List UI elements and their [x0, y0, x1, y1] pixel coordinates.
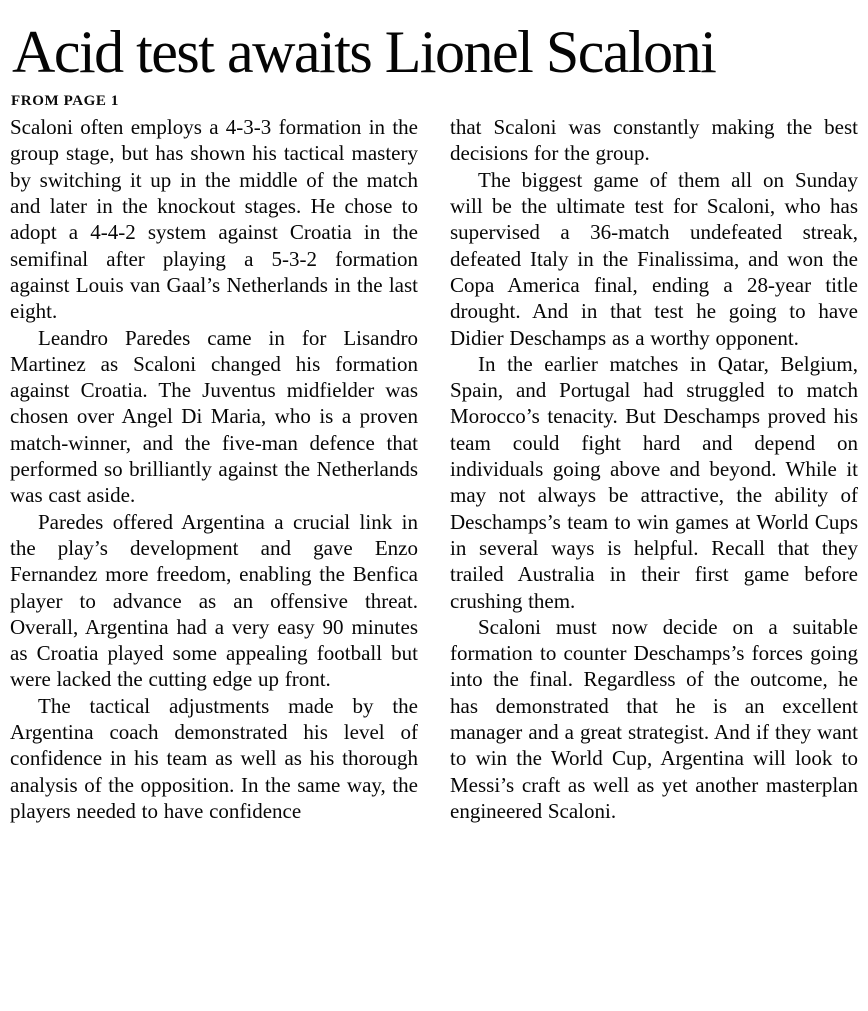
paragraph: The tactical adjustments made by the Argentina coach demonstrated his level of confidence in his team as well as his thorough analysis of the opposition. In the same way, the players needed to have confidence	[10, 693, 418, 823]
paragraph: In the earlier matches in Qatar, Belgium, Spain, and Portugal had struggled to match Morocco’s tenacity. But Deschamps proved his team could fight hard and depend on individuals going above and beyond. While it may not always be attractive, the ability of Deschamps’s team to win games at World Cups in several ways is helpful. Recall that they trailed Australia in their first game before crushing them.	[450, 351, 858, 613]
paragraph: The biggest game of them all on Sunday will be the ultimate test for Scaloni, who has supervised a 36-match undefeated streak, defeated Italy in the Finalissima, and won the Copa America final, ending a 28-year title drought. And in that test he going to have Didier Deschamps as a worthy opponent.	[450, 167, 858, 350]
paragraph: Paredes offered Argentina a crucial link in the play’s development and gave Enzo Fernandez more freedom, enabling the Benfica player to advance as an offensive threat. Overall, Argentina had a very easy 90 minutes as Croatia played some appealing football but were lacked the cutting edge up front.	[10, 509, 418, 692]
article-columns	[10, 114, 858, 824]
article-headline: Acid test awaits Lionel Scaloni	[12, 19, 716, 85]
paragraph: Scaloni often employs a 4-3-3 formation in the group stage, but has shown his tactical mastery by switching it up in the middle of the match and later in the knockout stages. He chose to adopt a 4-4-2 system against Croatia in the semifinal after playing a 5-3-2 formation against Louis van Gaal’s Netherlands in the last eight.	[10, 115, 418, 324]
column-right	[450, 114, 858, 824]
column-left	[10, 114, 418, 824]
paragraph: Leandro Paredes came in for Lisandro Martinez as Scaloni changed his formation against Croatia. The Juventus midfielder was chosen over Angel Di Maria, who is a proven match-winner, and the five-man defence that performed so brilliantly against the Netherlands was cast aside.	[10, 325, 418, 508]
paragraph: Scaloni must now decide on a suitable formation to counter Deschamps’s forces going into the final. Regardless of the outcome, he has demonstrated that he is an excellent manager and a great strategist. And if they want to win the World Cup, Argentina will look to Messi’s craft as well as yet another masterplan engineered Scaloni.	[450, 614, 858, 823]
continued-from-label: FROM PAGE 1	[11, 93, 119, 110]
paragraph-continuation: that Scaloni was constantly making the best decisions for the group.	[450, 115, 858, 166]
